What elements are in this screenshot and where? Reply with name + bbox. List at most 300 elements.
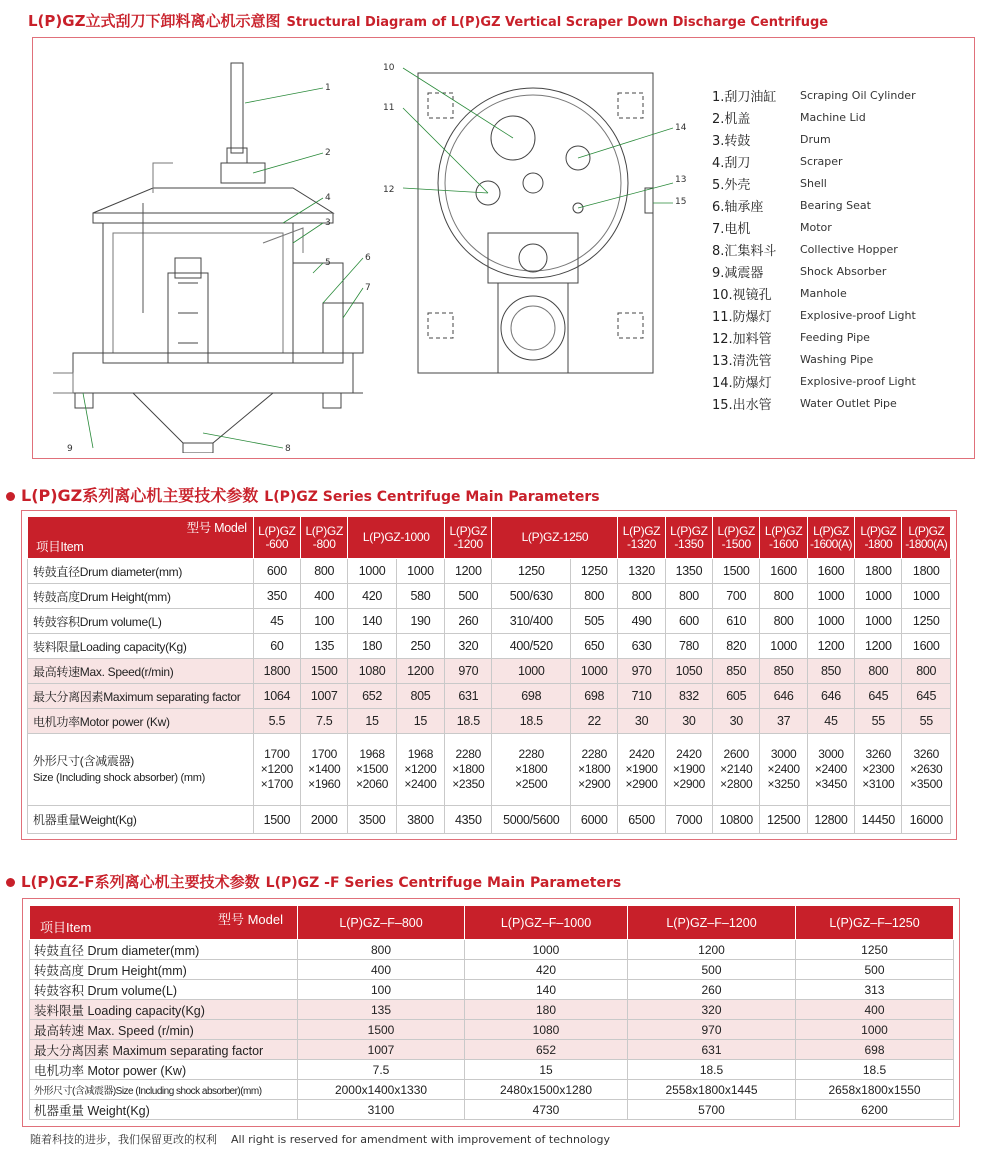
table-row [28,684,951,709]
f-series-parameters-table [29,905,954,1120]
header-item-label: 项目Item [36,540,84,554]
table-row [28,584,951,609]
size-part: 3260 [913,747,939,761]
size-part: ×1960 [308,777,341,791]
table-row [28,634,951,659]
legend-item [712,128,916,150]
table-cell [902,734,951,806]
table-cell: 500 [796,960,954,980]
table-cell: 850 [760,659,807,684]
table-cell: 698 [796,1040,954,1060]
table-cell: 6000 [571,806,618,834]
table-cell: 7.5 [298,1060,465,1080]
table-cell: 1200 [396,659,444,684]
table-cell: 18.5 [628,1060,796,1080]
legend-item [712,260,916,282]
main-parameters-table [27,516,951,834]
size-part: 1700 [311,747,337,761]
model-name-part: -1800(A) [905,536,948,551]
size-part: ×2500 [515,777,548,791]
table-cell: 1200 [445,559,492,584]
legend-en: Washing Pipe [800,352,874,366]
table-cell: 1250 [902,609,951,634]
header-corner-cell [28,517,254,559]
main-parameters-table-frame [21,510,957,840]
table-cell [760,734,807,806]
table-cell: 600 [665,609,712,634]
legend-cn: 5.外壳 [712,177,751,193]
table-cell: 1600 [902,634,951,659]
model-header-cell [618,517,665,559]
diagram-legend [712,84,916,414]
table-cell: 320 [445,634,492,659]
model-name-part: L(P)GZ-1250 [521,530,589,544]
footnote-en: All right is reserved for amendment with improvement of technology [231,1133,610,1146]
table-cell: 30 [713,709,760,734]
table-row-weight [28,806,951,834]
legend-item [712,106,916,128]
legend-item [712,172,916,194]
table-cell: 6200 [796,1100,954,1120]
model-name-part: L(P)GZ [258,523,296,538]
size-part: ×2060 [355,777,389,791]
legend-item [712,150,916,172]
table-cell: 1800 [855,559,902,584]
table-cell: 820 [713,634,760,659]
table-cell: 1050 [665,659,712,684]
table-cell: 630 [618,634,665,659]
table-row [30,1020,954,1040]
table-cell [445,734,492,806]
table-cell: 2480x1500x1280 [465,1080,628,1100]
row-label: 最高转速Max. Speed(r/min) [28,659,254,684]
legend-item [712,392,916,414]
table-cell: 1500 [713,559,760,584]
table-cell: 4730 [465,1100,628,1120]
top-view-drawing [373,58,703,378]
model-name-part: -600 [265,536,289,551]
model-name-part: L(P)GZ [670,523,708,538]
legend-en: Drum [800,132,831,146]
table-cell: 1000 [855,609,902,634]
header-model-label: 型号 Model [186,521,247,535]
legend-cn: 1.刮刀油缸 [712,89,777,105]
size-part: 3000 [818,747,844,761]
table-cell: 1000 [855,584,902,609]
diagram-label-11: 11 [383,103,395,113]
table-cell: 2658x1800x1550 [796,1080,954,1100]
table-cell: 3100 [298,1100,465,1120]
legend-en: Scraper [800,154,843,168]
diagram-label-2: 2 [325,148,331,158]
table-cell: 698 [492,684,571,709]
row-label: 转鼓直径Drum diameter(mm) [28,559,254,584]
diagram-label-4: 4 [325,193,331,203]
table-cell: 700 [713,584,760,609]
diagram-label-7: 7 [365,283,371,293]
size-part: ×2400 [767,762,800,776]
table-cell: 970 [618,659,665,684]
table-cell [396,734,444,806]
row-label-size [28,734,254,806]
table-row [30,1100,954,1120]
table-cell [713,734,760,806]
legend-en: Shell [800,176,827,190]
table-cell: 500/630 [492,584,571,609]
table-cell: 505 [571,609,618,634]
table-cell: 600 [253,559,300,584]
model-header-cell [855,517,902,559]
row-label: 机器重量 Weight(Kg) [30,1100,298,1120]
table-cell: 645 [855,684,902,709]
size-part: 2420 [628,747,655,761]
table-row [28,659,951,684]
diagram-label-13: 13 [675,175,687,185]
legend-cn: 13.清洗管 [712,353,772,369]
size-part: ×3100 [862,777,895,791]
row-label: 最大分离因素Maximum separating factor [28,684,254,709]
size-part: ×1800 [578,762,611,776]
table-cell: 1000 [492,659,571,684]
legend-item [712,370,916,392]
size-part: 2420 [676,747,702,761]
table-cell: 15 [396,709,444,734]
row-label: 转鼓高度Drum Height(mm) [28,584,254,609]
diagram-label-12: 12 [383,185,395,195]
table-cell: 800 [298,940,465,960]
table-cell: 400 [796,1000,954,1020]
table-cell: 610 [713,609,760,634]
table-cell: 18.5 [445,709,492,734]
section1-title-cn: L(P)GZ系列离心机主要技术参数 [21,486,259,505]
table-cell: 7000 [665,806,712,834]
table-cell: 190 [396,609,444,634]
table-cell: 16000 [902,806,951,834]
diagram-label-3: 3 [325,218,331,228]
table-cell: 400 [298,960,465,980]
table-cell: 1500 [253,806,300,834]
legend-item [712,282,916,304]
table-cell [348,734,396,806]
bullet-icon [6,878,15,887]
legend-cn: 10.视镜孔 [712,287,772,303]
table-cell: 646 [807,684,854,709]
table-cell: 500 [445,584,492,609]
legend-cn: 9.减震器 [712,265,764,281]
table-cell: 1350 [665,559,712,584]
size-part: ×3450 [814,777,848,791]
table-cell: 260 [628,980,796,1000]
table-cell: 650 [571,634,618,659]
model-name-part: L(P)GZ [813,523,849,538]
diagram-label-15: 15 [675,197,687,207]
table-cell: 18.5 [492,709,571,734]
section1-title-en: L(P)GZ Series Centrifuge Main Parameters [264,489,600,505]
diagram-label-5: 5 [325,258,331,268]
model-name-part: -1500 [721,536,751,551]
legend-cn: 6.轴承座 [712,199,764,215]
table-cell: 30 [665,709,712,734]
section2-heading [6,871,621,892]
f-series-table-frame [22,898,960,1127]
model-name-part: -800 [312,536,336,551]
table-cell [301,734,348,806]
model-name-part: L(P)GZ [860,523,897,538]
row-label: 最大分离因素 Maximum separating factor [30,1040,298,1060]
table-cell [618,734,665,806]
model-name-part: L(P)GZ [449,523,488,538]
legend-cn: 12.加料管 [712,331,772,347]
model-header-cell [807,517,854,559]
table-row [30,1060,954,1080]
table-cell: 832 [665,684,712,709]
table-cell: 805 [396,684,444,709]
size-part: ×3500 [910,777,943,791]
model-name-part: -1800 [864,536,893,551]
size-part: 1968 [407,747,434,761]
model-name-part: L(P)GZ [622,523,661,538]
table-row [30,1080,954,1100]
table-cell: 1000 [348,559,396,584]
table-cell: 1000 [760,634,807,659]
legend-cn: 2.机盖 [712,111,751,127]
table-cell: 7.5 [301,709,348,734]
table-cell: 5700 [628,1100,796,1120]
table-cell: 313 [796,980,954,1000]
table-cell: 1500 [301,659,348,684]
table-cell: 320 [628,1000,796,1020]
table-cell: 800 [855,659,902,684]
table-cell: 15 [348,709,396,734]
table-cell: 652 [465,1040,628,1060]
model-header-cell [445,517,492,559]
size-part: ×2630 [910,762,943,776]
legend-item [712,84,916,106]
table-cell: 1250 [796,940,954,960]
table-cell: 5000/5600 [492,806,571,834]
table-cell: 4350 [445,806,492,834]
size-part: 2600 [723,747,750,761]
table-cell: 45 [253,609,300,634]
legend-en: Shock Absorber [800,264,887,278]
model-header-cell [301,517,348,559]
table-cell: 260 [445,609,492,634]
legend-en: Water Outlet Pipe [800,396,897,410]
model-header-cell [760,517,807,559]
legend-cn: 7.电机 [712,221,751,237]
table-cell: 60 [253,634,300,659]
size-label-en: Size (Including shock absorber) (mm) [33,772,205,784]
model-name-part: L(P)GZ [908,523,945,538]
table-cell: 1200 [855,634,902,659]
legend-item [712,194,916,216]
model-header-cell: L(P)GZ–F–1000 [465,906,628,940]
table-cell: 2000 [301,806,348,834]
table-header-row [30,906,954,940]
row-label: 装料限量 Loading capacity(Kg) [30,1000,298,1020]
page-title [28,10,828,31]
table-cell: 970 [445,659,492,684]
model-header-cell [492,517,618,559]
table-cell: 3800 [396,806,444,834]
table-row [30,980,954,1000]
table-cell: 698 [571,684,618,709]
table-cell: 2000x1400x1330 [298,1080,465,1100]
footnote-cn: 随着科技的进步，我们保留更改的权利 [30,1133,217,1146]
model-header-cell: L(P)GZ–F–800 [298,906,465,940]
model-name-part: -1600 [769,536,799,551]
size-part: ×1400 [308,762,341,776]
table-cell [253,734,300,806]
size-part: ×1900 [625,762,658,776]
size-part: ×1700 [260,777,293,791]
model-header-cell: L(P)GZ–F–1250 [796,906,954,940]
legend-cn: 3.转鼓 [712,133,751,149]
table-cell: 800 [571,584,618,609]
table-row [28,609,951,634]
table-cell [665,734,712,806]
title-cn: L(P)GZ立式刮刀下卸料离心机示意图 [28,12,281,30]
table-row [30,940,954,960]
table-cell: 420 [348,584,396,609]
size-part: 3260 [865,747,892,761]
table-cell: 1000 [796,1020,954,1040]
legend-item [712,216,916,238]
header-model-label: 型号 Model [217,912,283,927]
table-cell: 970 [628,1020,796,1040]
table-cell: 37 [760,709,807,734]
table-row [28,709,951,734]
legend-en: Motor [800,220,832,234]
table-cell: 400/520 [492,634,571,659]
table-cell: 800 [902,659,951,684]
table-cell: 631 [445,684,492,709]
table-cell: 605 [713,684,760,709]
size-part: 2280 [455,747,482,761]
table-cell: 180 [465,1000,628,1020]
size-part: ×2400 [404,777,437,791]
table-cell: 250 [396,634,444,659]
model-header-cell [253,517,300,559]
table-cell: 1000 [396,559,444,584]
row-label: 转鼓直径 Drum diameter(mm) [30,940,298,960]
diagram-label-10: 10 [383,63,395,73]
model-header-cell [713,517,760,559]
table-cell: 55 [902,709,951,734]
table-row [30,1040,954,1060]
table-cell: 800 [301,559,348,584]
legend-item [712,238,916,260]
table-cell: 850 [807,659,854,684]
model-header-cell [348,517,445,559]
table-cell: 1000 [807,609,854,634]
diagram-label-8: 8 [285,444,291,453]
size-part: 2280 [518,747,544,761]
footnote [30,1131,610,1147]
table-cell: 1000 [902,584,951,609]
table-cell: 100 [298,980,465,1000]
table-cell: 631 [628,1040,796,1060]
table-cell: 400 [301,584,348,609]
table-cell: 100 [301,609,348,634]
bullet-icon [6,492,15,501]
model-name-part: -1600(A) [810,536,852,551]
size-part: ×2400 [814,762,848,776]
title-en: Structural Diagram of L(P)GZ Vertical Scraper Down Discharge Centrifuge [286,15,829,30]
table-row-size [28,734,951,806]
table-cell: 1600 [807,559,854,584]
table-cell: 1000 [571,659,618,684]
table-cell: 310/400 [492,609,571,634]
size-part: ×2900 [578,777,611,791]
table-cell: 10800 [713,806,760,834]
model-name-part: L(P)GZ-1000 [362,530,430,544]
header-item-label: 项目Item [40,920,92,935]
size-part: 3000 [770,747,797,761]
row-label: 机器重量Weight(Kg) [28,806,254,834]
table-cell: 1250 [571,559,618,584]
header-corner-cell [30,906,298,940]
table-cell: 1250 [492,559,571,584]
size-part: 1968 [359,747,385,761]
legend-cn: 11.防爆灯 [712,309,772,325]
model-name-part: L(P)GZ [764,523,803,538]
size-part: ×1200 [260,762,293,776]
table-cell: 710 [618,684,665,709]
size-part: 1700 [264,747,290,761]
table-cell: 15 [465,1060,628,1080]
legend-cn: 14.防爆灯 [712,375,772,391]
table-cell: 1080 [348,659,396,684]
table-cell: 140 [348,609,396,634]
table-cell: 1007 [301,684,348,709]
table-cell: 800 [760,609,807,634]
legend-cn: 4.刮刀 [712,155,751,171]
legend-en: Collective Hopper [800,242,898,256]
table-cell: 12500 [760,806,807,834]
legend-en: Bearing Seat [800,198,871,212]
size-part: ×2800 [720,777,753,791]
table-cell: 580 [396,584,444,609]
model-name-part: -1320 [626,536,657,551]
row-label: 装料限量Loading capacity(Kg) [28,634,254,659]
size-part: ×2350 [452,777,485,791]
table-header-row [28,517,951,559]
table-cell: 12800 [807,806,854,834]
diagram-label-6: 6 [365,253,371,263]
model-name-part: -1350 [674,536,704,551]
row-label: 电机功率 Motor power (Kw) [30,1060,298,1080]
legend-en: Manhole [800,286,847,300]
legend-en: Explosive-proof Light [800,374,916,388]
table-cell [571,734,618,806]
table-cell: 645 [902,684,951,709]
row-label: 转鼓容积Drum volume(L) [28,609,254,634]
table-cell: 1007 [298,1040,465,1060]
size-part: ×1200 [404,762,437,776]
table-cell [492,734,571,806]
table-cell: 1200 [628,940,796,960]
table-cell: 1800 [902,559,951,584]
table-cell: 180 [348,634,396,659]
table-cell: 800 [760,584,807,609]
table-cell: 45 [807,709,854,734]
diagram-label-14: 14 [675,123,687,133]
legend-item [712,326,916,348]
row-label: 最高转速 Max. Speed (r/min) [30,1020,298,1040]
table-cell: 2558x1800x1445 [628,1080,796,1100]
table-cell: 420 [465,960,628,980]
